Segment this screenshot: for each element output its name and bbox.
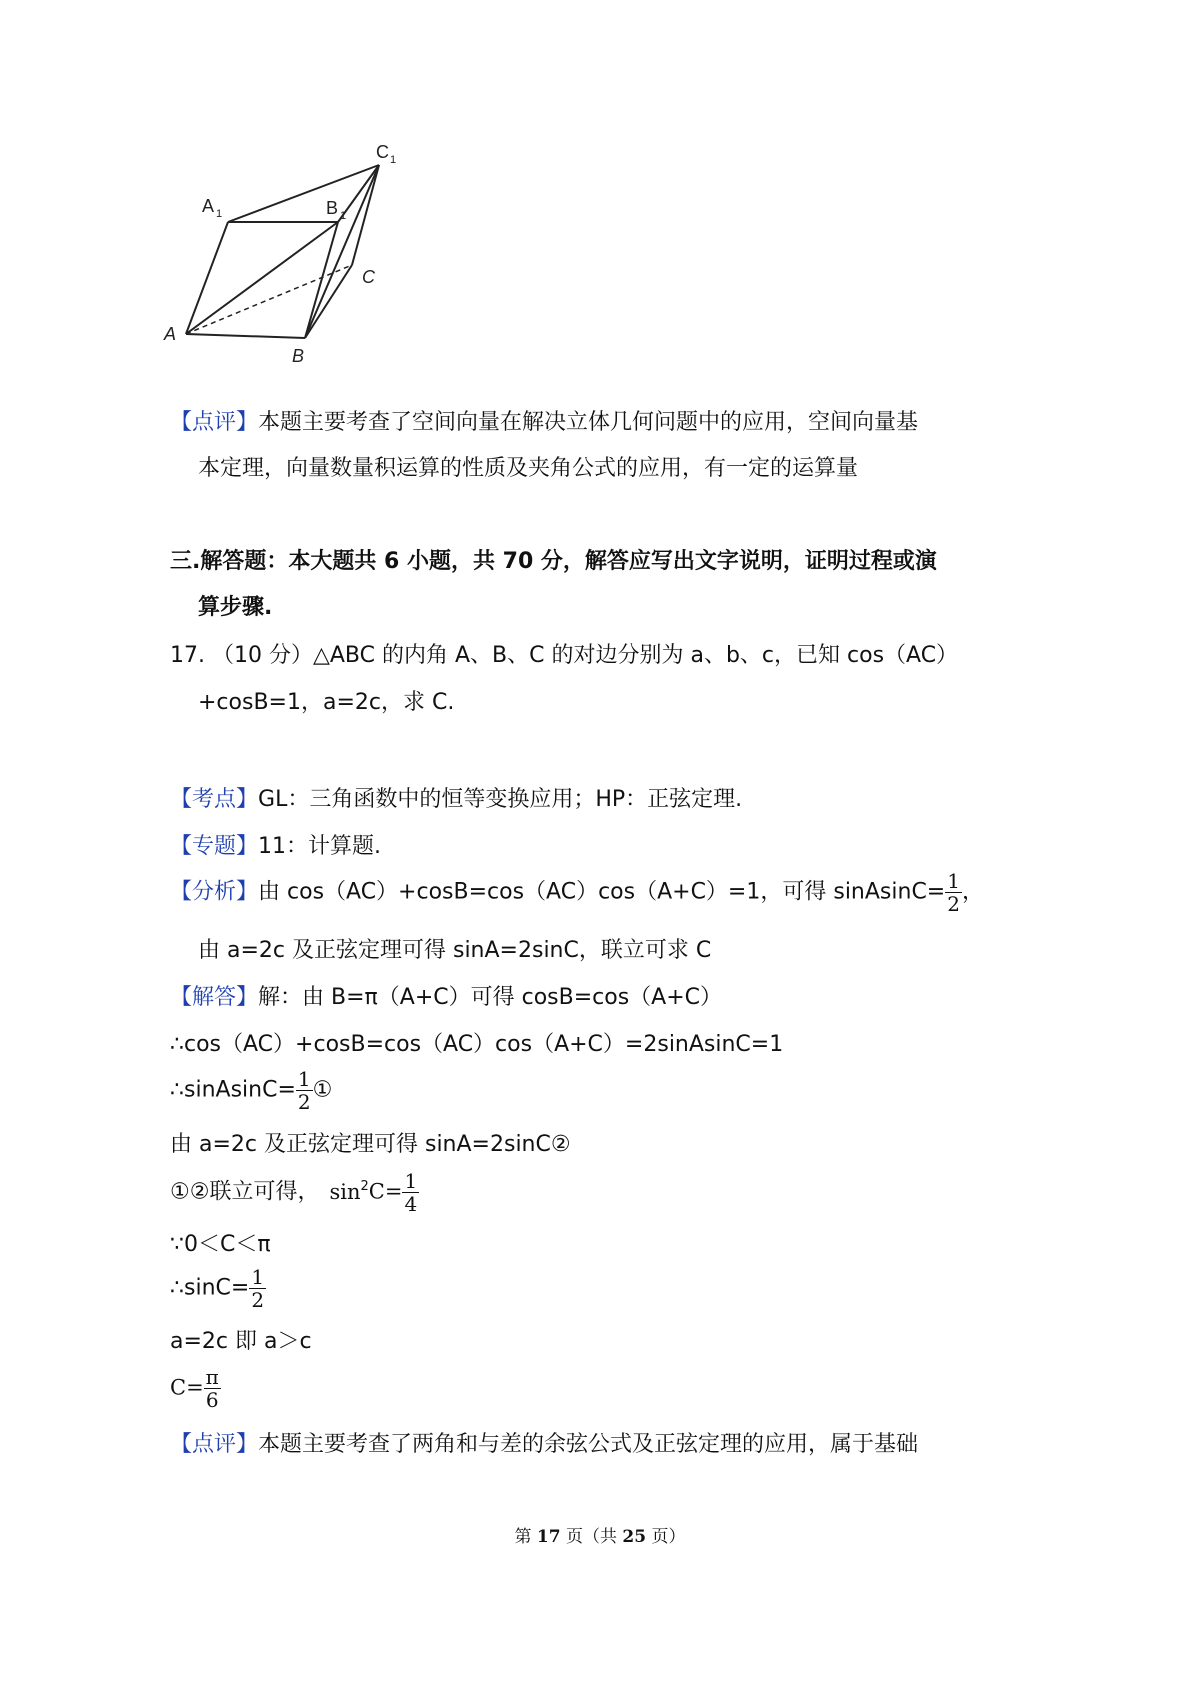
label-a: A	[164, 324, 177, 344]
jieda-line-4: 由 a=2c 及正弦定理可得 sinA=2sinC②	[170, 1132, 571, 1157]
comment-1-line-1	[170, 408, 918, 438]
kaodian-tag: 【考点】	[170, 787, 259, 812]
fenxi-line-2: 由 a=2c 及正弦定理可得 sinA=2sinC，联立可求 C	[198, 938, 712, 963]
jieda-fraction-2: $\frac{1}{4}$	[404, 1169, 418, 1216]
zhuanti-line	[170, 832, 381, 862]
prism-figure	[160, 140, 450, 380]
page-footer: 第 17 页（共 25 页）	[514, 1527, 686, 1547]
jieda-line-8: a=2c 即 a＞c	[170, 1329, 312, 1354]
jieda-fraction-3: $\frac{1}{2}$	[251, 1265, 265, 1312]
jieda-text: 解：由 B=π﻿（A+C）可得 cosB=﻿cos（A+C）	[258, 985, 723, 1010]
problem-17-line-1: 17. （10 分）△ABC 的内角 A、B、C 的对边分别为 a、b、c，已知 cos（A﻿C）	[170, 643, 959, 668]
zhuanti-text: 11：计算题.	[258, 834, 382, 859]
current-page-number: 17	[536, 1527, 561, 1547]
fenxi-tag: 【分析】	[170, 879, 259, 905]
comment-2-tag: 【点评】	[170, 1432, 259, 1457]
edge-a-b	[186, 334, 305, 338]
edge-b-c1	[305, 165, 379, 338]
jieda-line-5: ①②联立可得， $\sin^2C=$ $\frac{1}{4}$	[170, 1169, 418, 1216]
comment-text: 本题主要考查了空间向量在解决立体几何问题中的应用，空间向量基	[258, 410, 919, 435]
jieda-line-7: ∴sinC= $\frac{1}{2}$	[170, 1265, 265, 1312]
comment-tag: 【点评】	[170, 410, 259, 435]
label-a1: A	[202, 196, 215, 216]
edge-a-b1	[186, 222, 338, 334]
section-3-heading-line-1: 三.解答题：本大题共 6 小题，共 70 分，解答应写出文字说明，证明过程或演	[170, 549, 937, 574]
fenxi-text: 由 cos（A﻿C）+cosB=cos（A﻿C）﻿cos（A+C）=1，可得 sinAsinC=	[258, 879, 946, 905]
label-c: C	[362, 267, 375, 287]
jieda-line-1	[170, 983, 722, 1013]
jieda-line-3: ∴sinAsinC= $\frac{1}{2}$ ①	[170, 1067, 333, 1114]
label-b1-sub: 1	[340, 210, 347, 222]
section-3-heading-line-2: 算步骤.	[198, 595, 273, 620]
jieda-line-2: ∴cos（A﻿C）+cosB=cos（A﻿C）﻿cos（A+C）=2sinAsinC=1	[170, 1032, 784, 1057]
kaodian-line	[170, 785, 742, 815]
edge-c-c1	[352, 165, 379, 265]
edge-b-b1	[305, 222, 338, 338]
label-b1: B	[326, 198, 339, 218]
jieda-fraction-4: $\frac{\pi}{6}$	[205, 1365, 219, 1412]
jieda-line-9: C= $\frac{\pi}{6}$	[170, 1365, 219, 1412]
comment-2-line	[170, 1430, 918, 1460]
label-c1: C	[376, 142, 389, 162]
jieda-line-6: ∵0＜C＜π	[170, 1232, 271, 1257]
total-page-number: 25	[622, 1527, 647, 1547]
edge-a-a1	[186, 222, 228, 334]
fenxi-line-1: 【分析】由 cos（A﻿C）+cosB=cos（A﻿C）﻿cos（A+C）=1，可得 sinAsinC= $\frac{1}{2}$ ，	[170, 869, 984, 916]
jieda-tag: 【解答】	[170, 985, 259, 1010]
fenxi-fraction: $\frac{1}{2}$	[947, 869, 960, 916]
edge-a1-c1	[228, 165, 379, 222]
edge-a-c-dashed	[186, 265, 352, 334]
label-b: B	[292, 346, 305, 366]
zhuanti-tag: 【专题】	[170, 834, 259, 859]
edge-b-c	[305, 265, 352, 338]
label-a1-sub: 1	[216, 208, 223, 220]
comment-1-line-2: 本定理，向量数量积运算的性质及夹角公式的应用，有一定的运算量	[198, 456, 859, 481]
jieda-fraction-1: $\frac{1}{2}$	[297, 1067, 311, 1114]
label-c1-sub: 1	[390, 154, 397, 166]
comment-2-text: 本题主要考查了两角和与差的余弦公式及正弦定理的应用，属于基础	[258, 1432, 919, 1457]
kaodian-text: GL：三角函数中的恒等变换应用；HP：正弦定理.	[258, 787, 743, 812]
problem-17-line-2: +cosB=1，a=2c，求 C.	[198, 690, 455, 715]
